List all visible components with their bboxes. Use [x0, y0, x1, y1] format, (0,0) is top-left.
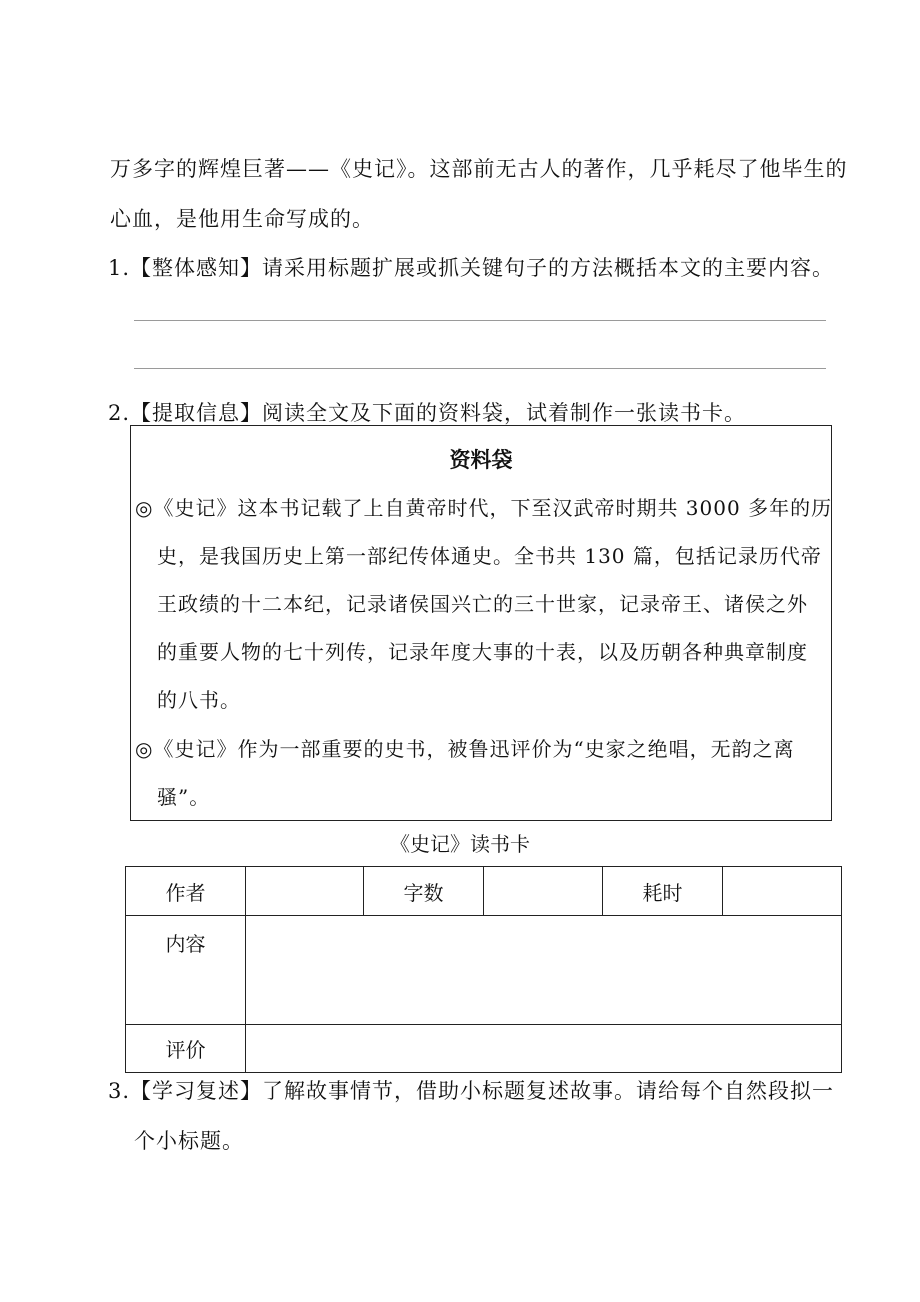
time-spent-label: 耗时 — [603, 867, 723, 916]
table-row — [126, 867, 842, 916]
info-para-1-line-2: 史，是我国历史上第一部纪传体通史。全书共 130 篇，包括记录历代帝 — [157, 544, 822, 568]
answer-line-1[interactable] — [134, 320, 826, 321]
word-count-field[interactable] — [484, 867, 603, 916]
question-3-line-1: 3.【学习复述】了解故事情节，借助小标题复述故事。请给每个自然段拟一 — [108, 1079, 835, 1103]
question-2: 2.【提取信息】阅读全文及下面的资料袋，试着制作一张读书卡。 — [108, 401, 747, 425]
author-label: 作者 — [126, 867, 246, 916]
info-box-title: 资料袋 — [449, 448, 513, 472]
content-label: 内容 — [126, 916, 246, 1025]
table-row — [126, 916, 842, 1025]
info-box — [130, 425, 832, 821]
intro-line-1: 万多字的辉煌巨著——《史记》。这部前无古人的著作，几乎耗尽了他毕生的 — [110, 157, 848, 181]
answer-line-2[interactable] — [134, 368, 826, 369]
evaluation-field[interactable] — [246, 1025, 842, 1073]
reading-card-table — [125, 866, 842, 1073]
reading-card-caption: 《史记》读书卡 — [390, 832, 530, 856]
time-spent-field[interactable] — [723, 867, 842, 916]
word-count-label: 字数 — [364, 867, 484, 916]
table-row — [126, 1025, 842, 1073]
question-3-line-2: 个小标题。 — [134, 1129, 244, 1153]
info-para-1-line-4: 的重要人物的七十列传，记录年度大事的十表，以及历朝各种典章制度 — [157, 640, 808, 664]
info-para-2-line-2: 骚”。 — [157, 785, 211, 809]
question-1: 1.【整体感知】请采用标题扩展或抓关键句子的方法概括本文的主要内容。 — [108, 256, 835, 280]
info-para-1-line-3: 王政绩的十二本纪，记录诸侯国兴亡的三十世家，记录帝王、诸侯之外 — [157, 592, 808, 616]
intro-line-2: 心血，是他用生命写成的。 — [110, 207, 374, 231]
info-para-1-line-5: 的八书。 — [157, 688, 241, 712]
evaluation-label: 评价 — [126, 1025, 246, 1073]
author-field[interactable] — [246, 867, 364, 916]
info-para-1-line-1: ◎《史记》这本书记载了上自黄帝时代，下至汉武帝时期共 3000 多年的历 — [135, 496, 833, 520]
content-field[interactable] — [246, 916, 842, 1025]
info-para-2-line-1: ◎《史记》作为一部重要的史书，被鲁迅评价为“史家之绝唱，无韵之离 — [135, 737, 795, 761]
